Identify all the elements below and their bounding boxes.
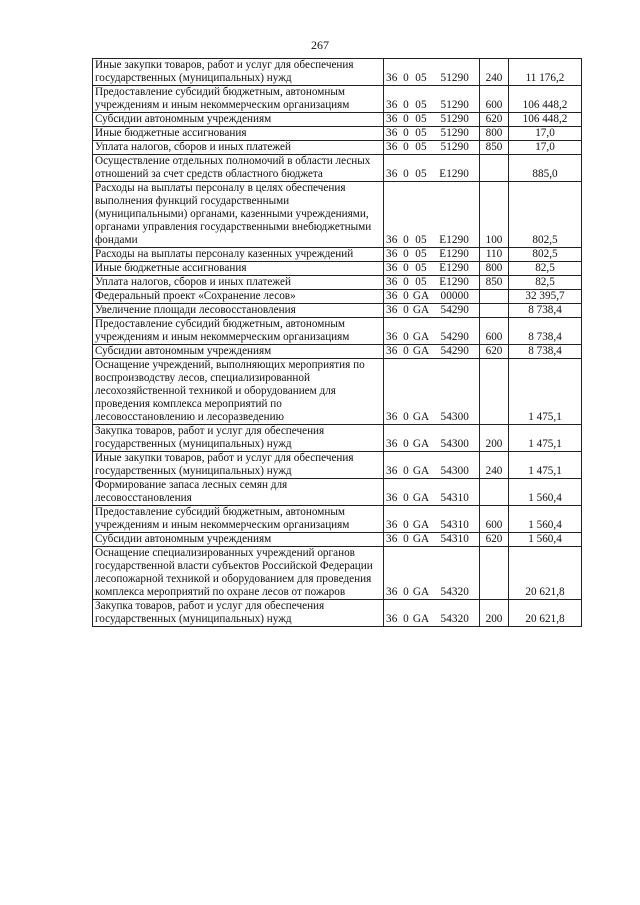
row-name: Субсидии автономным учреждениям — [93, 345, 384, 359]
table-row — [93, 425, 582, 452]
row-target-code — [384, 318, 480, 345]
code-part-p1: 36 — [386, 345, 398, 357]
code-part-p3: GA — [412, 411, 430, 423]
code-part-p4: E1290 — [439, 262, 469, 274]
row-name: Оснащение специализированных учреждений органов государственной власти субъектов Российской Федерации лесопожарной техникой и оборудованием для проведения комплекса мероприятий по охране лесов от пожаров — [93, 547, 384, 600]
code-part-p1: 36 — [386, 234, 398, 246]
row-expense-type: 200 — [480, 425, 509, 452]
code-part-p2: 0 — [403, 492, 409, 504]
code-part-p2: 0 — [403, 519, 409, 531]
row-amount: 8 738,4 — [509, 304, 582, 318]
code-part-p2: 0 — [403, 99, 409, 111]
code-part-p4: 51290 — [440, 113, 469, 125]
code-part-p2: 0 — [403, 248, 409, 260]
table-row — [93, 262, 582, 276]
row-name: Уплата налогов, сборов и иных платежей — [93, 276, 384, 290]
row-target-code — [384, 59, 480, 86]
table-row — [93, 127, 582, 141]
row-name: Расходы на выплаты персоналу казенных учреждений — [93, 248, 384, 262]
row-amount: 106 448,2 — [509, 113, 582, 127]
code-part-p3: GA — [412, 492, 430, 504]
row-amount: 17,0 — [509, 141, 582, 155]
row-expense-type: 800 — [480, 262, 509, 276]
table-row — [93, 276, 582, 290]
table-row — [93, 547, 582, 600]
code-part-p4: 51290 — [440, 127, 469, 139]
code-part-p3: GA — [412, 613, 430, 625]
row-expense-type: 850 — [480, 141, 509, 155]
row-name: Оснащение учреждений, выполняющих мероприятия по воспроизводству лесов, специализированной лесохозяйственной техникой и оборудованием для проведения комплекса мероприятий по лесовосстановлению и лесоразведению — [93, 359, 384, 425]
row-name: Осуществление отдельных полномочий в области лесных отношений за счет средств областного бюджета — [93, 155, 384, 182]
code-part-p3: 05 — [415, 72, 427, 84]
code-part-p4: 54290 — [440, 304, 469, 316]
code-part-p2: 0 — [403, 168, 409, 180]
row-expense-type: 200 — [480, 600, 509, 627]
code-part-p1: 36 — [386, 586, 398, 598]
code-part-p2: 0 — [403, 262, 409, 274]
code-part-p1: 36 — [386, 290, 398, 302]
code-part-p3: 05 — [415, 168, 427, 180]
code-part-p1: 36 — [386, 438, 398, 450]
row-amount: 1 475,1 — [509, 452, 582, 479]
row-target-code — [384, 262, 480, 276]
row-name: Предоставление субсидий бюджетным, автономным учреждениям и иным некоммерческим организациям — [93, 506, 384, 533]
table-row — [93, 359, 582, 425]
row-amount: 802,5 — [509, 182, 582, 248]
table-row — [93, 59, 582, 86]
row-target-code — [384, 425, 480, 452]
code-part-p2: 0 — [403, 586, 409, 598]
row-amount: 17,0 — [509, 127, 582, 141]
code-part-p1: 36 — [386, 168, 398, 180]
row-expense-type: 240 — [480, 452, 509, 479]
row-target-code — [384, 547, 480, 600]
code-part-p2: 0 — [403, 113, 409, 125]
code-part-p4: 51290 — [440, 99, 469, 111]
code-part-p3: GA — [412, 304, 430, 316]
table-row — [93, 452, 582, 479]
row-amount: 82,5 — [509, 262, 582, 276]
row-name: Закупка товаров, работ и услуг для обеспечения государственных (муниципальных) нужд — [93, 600, 384, 627]
table-row — [93, 248, 582, 262]
code-part-p4: 54290 — [440, 345, 469, 357]
table-row — [93, 113, 582, 127]
code-part-p3: GA — [412, 586, 430, 598]
row-target-code — [384, 155, 480, 182]
code-part-p4: 54310 — [440, 533, 469, 545]
code-part-p3: GA — [412, 519, 430, 531]
code-part-p3: 05 — [415, 113, 427, 125]
code-part-p4: 54290 — [440, 331, 469, 343]
row-expense-type: 110 — [480, 248, 509, 262]
code-part-p1: 36 — [386, 141, 398, 153]
row-expense-type: 240 — [480, 59, 509, 86]
code-part-p3: 05 — [415, 276, 427, 288]
row-target-code — [384, 290, 480, 304]
code-part-p2: 0 — [403, 141, 409, 153]
row-name: Федеральный проект «Сохранение лесов» — [93, 290, 384, 304]
code-part-p3: GA — [412, 465, 430, 477]
row-expense-type: 600 — [480, 318, 509, 345]
row-expense-type — [480, 290, 509, 304]
code-part-p3: GA — [412, 331, 430, 343]
row-target-code — [384, 345, 480, 359]
code-part-p4: 00000 — [440, 290, 469, 302]
row-name: Формирование запаса лесных семян для лесовосстановления — [93, 479, 384, 506]
row-name: Субсидии автономным учреждениям — [93, 113, 384, 127]
row-target-code — [384, 533, 480, 547]
row-amount: 20 621,8 — [509, 600, 582, 627]
code-part-p2: 0 — [403, 533, 409, 545]
table-row — [93, 318, 582, 345]
row-amount: 1 475,1 — [509, 359, 582, 425]
table-row — [93, 533, 582, 547]
code-part-p4: 54320 — [440, 613, 469, 625]
code-part-p1: 36 — [386, 276, 398, 288]
code-part-p2: 0 — [403, 438, 409, 450]
code-part-p2: 0 — [403, 72, 409, 84]
table-row — [93, 600, 582, 627]
table-row — [93, 290, 582, 304]
code-part-p3: GA — [412, 290, 430, 302]
code-part-p1: 36 — [386, 127, 398, 139]
row-target-code — [384, 127, 480, 141]
code-part-p4: E1290 — [439, 168, 469, 180]
code-part-p4: E1290 — [439, 248, 469, 260]
row-target-code — [384, 304, 480, 318]
row-amount: 1 560,4 — [509, 479, 582, 506]
row-name: Увеличение площади лесовосстановления — [93, 304, 384, 318]
code-part-p2: 0 — [403, 411, 409, 423]
code-part-p1: 36 — [386, 262, 398, 274]
row-target-code — [384, 276, 480, 290]
row-amount: 802,5 — [509, 248, 582, 262]
code-part-p4: 54300 — [440, 438, 469, 450]
row-amount: 20 621,8 — [509, 547, 582, 600]
row-name: Иные закупки товаров, работ и услуг для обеспечения государственных (муниципальных) нужд — [93, 452, 384, 479]
code-part-p1: 36 — [386, 304, 398, 316]
table-body — [93, 59, 582, 627]
code-part-p3: 05 — [415, 127, 427, 139]
row-expense-type: 620 — [480, 345, 509, 359]
code-part-p3: 05 — [415, 234, 427, 246]
row-expense-type — [480, 359, 509, 425]
code-part-p4: 54300 — [440, 411, 469, 423]
code-part-p1: 36 — [386, 99, 398, 111]
code-part-p1: 36 — [386, 113, 398, 125]
row-name: Иные бюджетные ассигнования — [93, 127, 384, 141]
code-part-p3: GA — [412, 345, 430, 357]
code-part-p4: E1290 — [439, 234, 469, 246]
code-part-p2: 0 — [403, 331, 409, 343]
row-name: Закупка товаров, работ и услуг для обеспечения государственных (муниципальных) нужд — [93, 425, 384, 452]
row-target-code — [384, 86, 480, 113]
row-target-code — [384, 248, 480, 262]
table-row — [93, 479, 582, 506]
table-row — [93, 141, 582, 155]
row-name: Предоставление субсидий бюджетным, автономным учреждениям и иным некоммерческим организациям — [93, 318, 384, 345]
table-row — [93, 345, 582, 359]
table-row — [93, 304, 582, 318]
row-amount: 82,5 — [509, 276, 582, 290]
code-part-p2: 0 — [403, 127, 409, 139]
code-part-p1: 36 — [386, 519, 398, 531]
code-part-p2: 0 — [403, 304, 409, 316]
row-name: Субсидии автономным учреждениям — [93, 533, 384, 547]
code-part-p2: 0 — [403, 345, 409, 357]
row-expense-type: 620 — [480, 533, 509, 547]
code-part-p4: 54320 — [440, 586, 469, 598]
row-target-code — [384, 600, 480, 627]
code-part-p2: 0 — [403, 276, 409, 288]
row-target-code — [384, 452, 480, 479]
row-name: Предоставление субсидий бюджетным, автономным учреждениям и иным некоммерческим организациям — [93, 86, 384, 113]
row-name: Уплата налогов, сборов и иных платежей — [93, 141, 384, 155]
row-target-code — [384, 182, 480, 248]
code-part-p4: 54300 — [440, 465, 469, 477]
page-number: 267 — [311, 38, 329, 52]
row-target-code — [384, 113, 480, 127]
code-part-p3: GA — [412, 438, 430, 450]
code-part-p2: 0 — [403, 465, 409, 477]
row-expense-type — [480, 547, 509, 600]
code-part-p3: GA — [412, 533, 430, 545]
code-part-p1: 36 — [386, 465, 398, 477]
code-part-p3: 05 — [415, 99, 427, 111]
code-part-p1: 36 — [386, 492, 398, 504]
row-name: Расходы на выплаты персоналу в целях обеспечения выполнения функций государственными (муниципальными) органами, казенными учреждениями, органами управления государственными внебюджетными фондами — [93, 182, 384, 248]
code-part-p4: 51290 — [440, 141, 469, 153]
row-amount: 885,0 — [509, 155, 582, 182]
code-part-p1: 36 — [386, 533, 398, 545]
row-expense-type: 620 — [480, 113, 509, 127]
code-part-p3: 05 — [415, 248, 427, 260]
row-amount: 32 395,7 — [509, 290, 582, 304]
row-amount: 106 448,2 — [509, 86, 582, 113]
row-expense-type: 600 — [480, 506, 509, 533]
row-target-code — [384, 479, 480, 506]
code-part-p4: 51290 — [440, 72, 469, 84]
code-part-p4: 54310 — [440, 519, 469, 531]
row-name: Иные закупки товаров, работ и услуг для обеспечения государственных (муниципальных) нужд — [93, 59, 384, 86]
budget-table — [92, 58, 582, 627]
row-target-code — [384, 359, 480, 425]
row-name: Иные бюджетные ассигнования — [93, 262, 384, 276]
table-row — [93, 506, 582, 533]
code-part-p4: E1290 — [439, 276, 469, 288]
code-part-p1: 36 — [386, 411, 398, 423]
row-target-code — [384, 141, 480, 155]
row-expense-type — [480, 479, 509, 506]
table-row — [93, 182, 582, 248]
table-row — [93, 155, 582, 182]
code-part-p3: 05 — [415, 141, 427, 153]
row-target-code — [384, 506, 480, 533]
code-part-p1: 36 — [386, 72, 398, 84]
row-expense-type: 800 — [480, 127, 509, 141]
code-part-p2: 0 — [403, 234, 409, 246]
code-part-p1: 36 — [386, 248, 398, 260]
row-expense-type — [480, 304, 509, 318]
row-amount: 8 738,4 — [509, 318, 582, 345]
row-amount: 8 738,4 — [509, 345, 582, 359]
row-expense-type: 100 — [480, 182, 509, 248]
code-part-p1: 36 — [386, 331, 398, 343]
row-amount: 1 560,4 — [509, 506, 582, 533]
table-row — [93, 86, 582, 113]
row-expense-type — [480, 155, 509, 182]
code-part-p1: 36 — [386, 613, 398, 625]
row-amount: 1 475,1 — [509, 425, 582, 452]
row-expense-type: 600 — [480, 86, 509, 113]
code-part-p2: 0 — [403, 290, 409, 302]
row-amount: 11 176,2 — [509, 59, 582, 86]
row-expense-type: 850 — [480, 276, 509, 290]
row-amount: 1 560,4 — [509, 533, 582, 547]
code-part-p3: 05 — [415, 262, 427, 274]
code-part-p2: 0 — [403, 613, 409, 625]
code-part-p4: 54310 — [440, 492, 469, 504]
